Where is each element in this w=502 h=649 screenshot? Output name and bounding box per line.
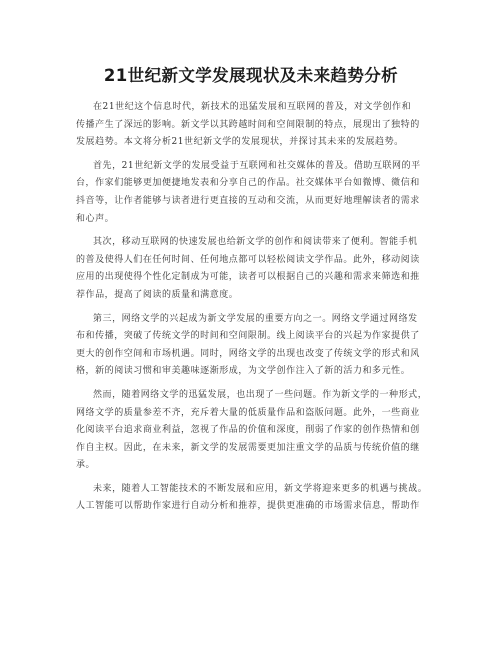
text-line: 格，新的阅读习惯和审美趣味逐渐形成，为文学创作注入了新的活力和多元性。 [76, 366, 411, 377]
text-line: 承。 [76, 460, 96, 471]
text-line: 其次，移动互联网的快速发展也给新文学的创作和阅读带来了便利。智能手机 [93, 237, 418, 248]
text-line: 传播产生了深远的影响。新文学以其跨越时间和空间限制的特点，展现出了独特的 [76, 119, 420, 130]
text-line: 化阅读平台追求商业利益，忽视了作品的价值和深度，削弱了作家的创作热情和创 [76, 425, 420, 436]
text-line: 荐作品，提高了阅读的质量和满意度。 [76, 289, 239, 300]
text-line: 抖音等，让作者能够与读者进行更直接的互动和交流，从而更好地理解读者的需求 [76, 195, 420, 206]
text-line: 布和传播，突破了传统文学的时间和空间限制。线上阅读平台的兴起为作家提供了 [76, 331, 420, 342]
text-line: 未来，随着人工智能技术的不断发展和应用，新文学将迎来更多的机遇与挑战。 [93, 483, 428, 494]
text-line: 应用的出现使得个性化定制成为可能，读者可以根据自己的兴趣和需求来筛选和推 [76, 272, 420, 283]
paragraph-internet [76, 158, 428, 228]
text-line: 人工智能可以帮助作家进行自动分析和推荐，提供更准确的市场需求信息，帮助作 [76, 501, 420, 512]
paragraph-intro [76, 99, 428, 152]
text-line: 作自主权。因此，在未来，新文学的发展需要更加注重文学的品质与传统价值的继 [76, 442, 420, 453]
text-line: 台，作家们能够更加便捷地发表和分享自己的作品。社交媒体平台如微博、微信和 [76, 178, 420, 189]
text-line: 的普及使得人们在任何时间、任何地点都可以轻松阅读文学作品。此外，移动阅读 [76, 254, 420, 265]
paragraph-web-literature [76, 311, 428, 381]
paragraph-problems [76, 387, 428, 475]
text-line: 然而，随着网络文学的迅猛发展，也出现了一些问题。作为新文学的一种形式， [93, 389, 428, 400]
text-line: 发展趋势。本文将分析21世纪新文学的发展现状，并探讨其未来的发展趋势。 [76, 137, 404, 148]
paragraph-mobile [76, 234, 428, 304]
text-line: 在21世纪这个信息时代，新技术的迅猛发展和互联网的普及，对文学创作和 [93, 102, 412, 112]
document-body [76, 99, 428, 522]
text-line: 网络文学的质量参差不齐，充斥着大量的低质量作品和盗版问题。此外，一些商业 [76, 407, 420, 418]
document-title: 21世纪新文学发展现状及未来趋势分析 [103, 66, 399, 85]
text-line: 首先，21世纪新文学的发展受益于互联网和社交媒体的普及。借助互联网的平 [93, 160, 421, 171]
text-line: 更大的创作空间和市场机遇。同时，网络文学的出现也改变了传统文学的形式和风 [76, 348, 420, 359]
paragraph-future [76, 481, 428, 516]
text-line: 第三，网络文学的兴起成为新文学发展的重要方向之一。网络文学通过网络发 [93, 313, 418, 324]
text-line: 和心声。 [76, 213, 115, 224]
